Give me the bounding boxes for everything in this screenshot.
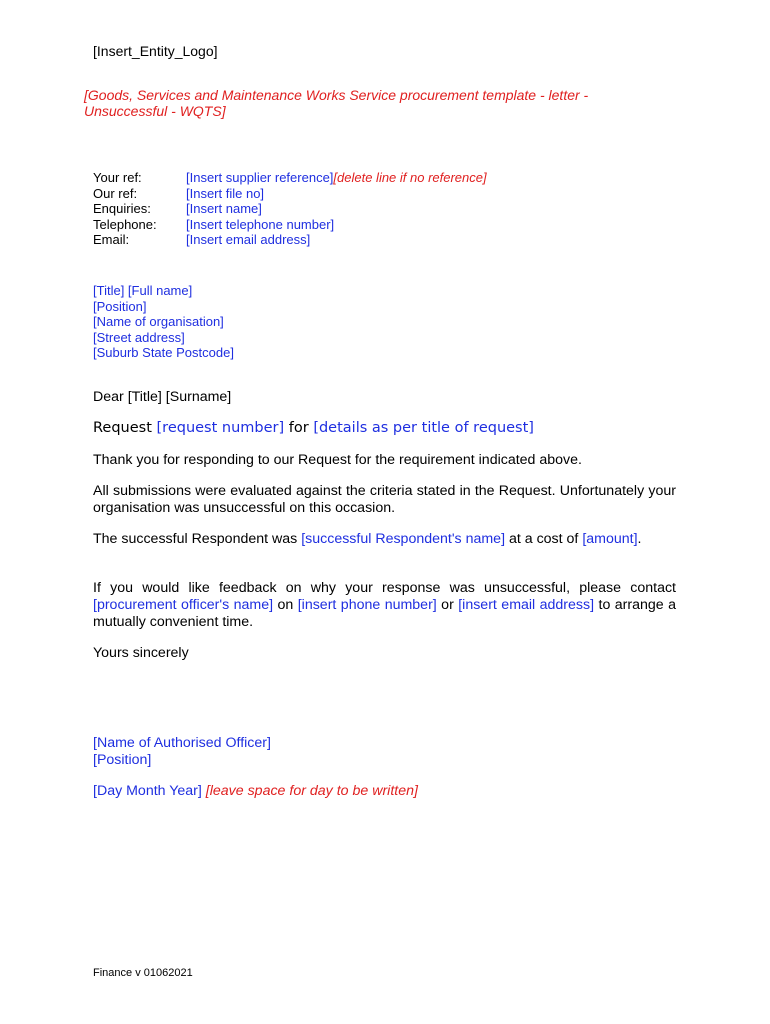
phone-placeholder: [insert phone number] [297,597,437,613]
para4-text: to arrange a mutually convenient time. [93,597,676,630]
ref-label: Our ref: [93,185,138,201]
ref-row-our-ref [93,186,487,202]
ref-label: Email: [93,232,130,247]
authorised-officer-name: [Name of Authorised Officer] [93,735,271,751]
request-for: for [284,420,314,436]
para3-text: at a cost of [505,531,583,547]
entity-logo-placeholder: [Insert_Entity_Logo] [93,43,218,59]
ref-value: [Insert file no] [186,185,265,201]
ref-row-your-ref [93,170,487,186]
request-details: [details as per title of request] [313,420,534,436]
paragraph-successful-respondent [93,531,676,548]
para4-text: on [273,597,298,613]
request-heading [93,420,676,437]
ref-value: [Insert name] [186,201,262,216]
para3-text: The successful Respondent was [93,531,302,547]
amount: [amount] [582,531,638,547]
ref-value: [Insert supplier reference] [186,170,334,185]
paragraph-feedback [93,580,676,631]
date-placeholder: [Day Month Year] [93,783,202,799]
ref-value: [Insert email address] [186,232,311,247]
authorised-officer-position: [Position] [93,752,152,768]
template-note: [Goods, Services and Maintenance Works Service procurement template - letter - Unsuccessful - WQTS] [84,87,589,119]
request-prefix: Request [93,420,157,436]
date-line [93,783,676,800]
address-line: [Position] [93,298,147,314]
ref-label: Enquiries: [93,201,151,216]
date-note: [leave space for day to be written] [201,783,418,799]
signatory-block [93,735,676,769]
address-line: [Street address] [93,329,185,345]
para4-text: If you would like feedback on why your response was unsuccessful, please contact [93,580,676,596]
closing: Yours sincerely [93,645,189,661]
email-placeholder: [insert email address] [458,597,595,613]
ref-row-email [93,232,487,248]
paragraph-thanks: Thank you for responding to our Request for the requirement indicated above. [93,452,582,468]
recipient-address [93,283,234,361]
reference-block [93,170,487,248]
address-line: [Title] [Full name] [93,283,193,298]
respondent-name: [successful Respondent's name] [301,531,506,547]
address-line: [Suburb State Postcode] [93,345,234,360]
ref-row-enquiries [93,201,487,217]
footer-version: Finance v 01062021 [93,967,193,979]
ref-label: Your ref: [93,170,142,185]
paragraph-evaluation: All submissions were evaluated against the criteria stated in the Request. Unfortunately your organisation was unsuccessful on this occasion. [93,483,676,516]
officer-name-placeholder: [procurement officer's name] [93,597,274,613]
para3-end: . [637,531,642,547]
ref-note: [delete line if no reference] [333,170,487,185]
ref-row-telephone [93,217,487,233]
para4-text: or [436,597,459,613]
ref-value: [Insert telephone number] [186,216,335,232]
request-number: [request number] [156,420,285,436]
ref-label: Telephone: [93,216,157,232]
salutation: Dear [Title] [Surname] [93,389,232,405]
address-line: [Name of organisation] [93,314,224,329]
